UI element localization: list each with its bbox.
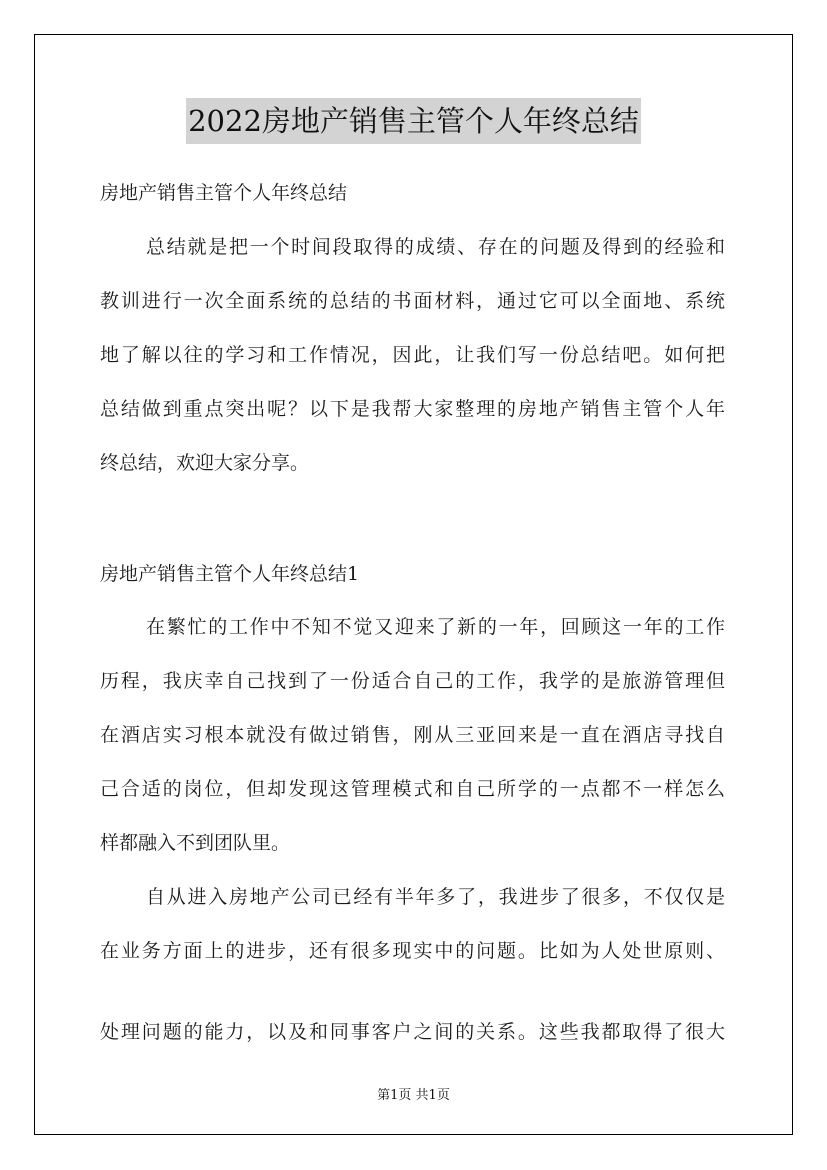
para2-line-2: 在业务方面上的进步，还有很多现实中的问题。比如为人处世原则、 — [100, 940, 725, 962]
para2-line-3: 处理问题的能力，以及和同事客户之间的关系。这些我都取得了很大 — [100, 1021, 725, 1043]
heading-summary: 房地产销售主管个人年终总结 — [100, 182, 348, 204]
para1-line-4: 己合适的岗位，但却发现这管理模式和自己所学的一点都不一样怎么 — [100, 778, 725, 800]
para1-line-1: 在繁忙的工作中不知不觉又迎来了新的一年，回顾这一年的工作 — [146, 616, 725, 638]
para2-line-1: 自从进入房地产公司已经有半年多了，我进步了很多，不仅仅是 — [146, 886, 725, 908]
para1-line-5: 样都融入不到团队里。 — [100, 832, 291, 854]
para1-line-3: 在酒店实习根本就没有做过销售，刚从三亚回来是一直在酒店寻找自 — [100, 724, 725, 746]
intro-line-2: 教训进行一次全面系统的总结的书面材料，通过它可以全面地、系统 — [100, 290, 725, 312]
para1-line-2: 历程，我庆幸自己找到了一份适合自己的工作，我学的是旅游管理但 — [100, 670, 725, 692]
document-title — [0, 98, 827, 144]
page-number: 第1页 共1页 — [377, 1088, 450, 1103]
intro-line-5: 终总结，欢迎大家分享。 — [100, 452, 310, 474]
intro-line-1: 总结就是把一个时间段取得的成绩、存在的问题及得到的经验和 — [146, 236, 725, 258]
heading-summary-1: 房地产销售主管个人年终总结1 — [100, 563, 360, 585]
intro-line-3: 地了解以往的学习和工作情况，因此，让我们写一份总结吧。如何把 — [100, 344, 725, 366]
intro-line-4: 总结做到重点突出呢？以下是我帮大家整理的房地产销售主管个人年 — [100, 398, 725, 420]
document-title-text: 2022房地产销售主管个人年终总结 — [186, 98, 641, 144]
page-footer — [0, 1084, 827, 1103]
